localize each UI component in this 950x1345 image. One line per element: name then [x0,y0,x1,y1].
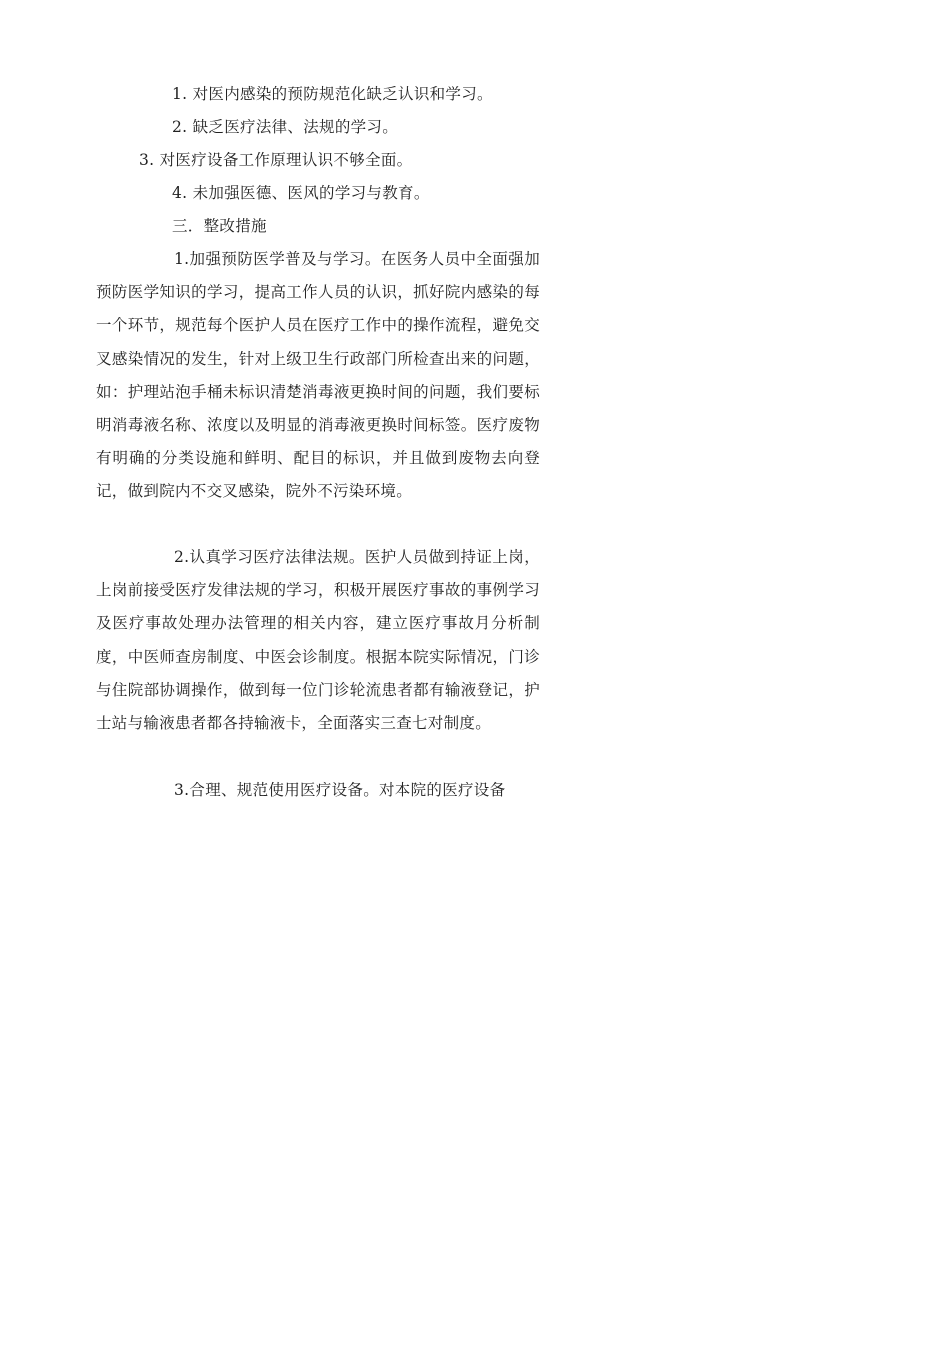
list-item-2: 2. 缺乏医疗法律、法规的学习。 [172,118,399,136]
list-item-4: 4. 未加强医德、医风的学习与教育。 [172,184,430,202]
paragraph-2 [96,541,540,740]
paragraph-2-text: 2.认真学习医疗法律法规。医护人员做到持证上岗，上岗前接受医疗发律法规的学习，积极开展医疗事故的事例学习及医疗事故处理办法管理的相关内容，建立医疗事故月分析制度，中医师查房制度、中医会诊制度。根据本院实际情况，门诊与住院部协调操作，做到每一位门诊轮流患者都有输液登记，护士站与输液患者都各持输液卡，全面落实三查七对制度。 [96,548,540,733]
section-heading: 三．整改措施 [172,217,267,235]
paragraph-1 [96,243,540,509]
paragraph-3-text: 3.合理、规范使用医疗设备。对本院的医疗设备 [174,781,506,799]
paragraph-3 [96,774,540,807]
paragraph-1-text: 1.加强预防医学普及与学习。在医务人员中全面强加预防医学知识的学习，提高工作人员的认识，抓好院内感染的每一个环节，规范每个医护人员在医疗工作中的操作流程，避免交叉感染情况的发生，针对上级卫生行政部门所检查出来的问题，如：护理站泡手桶未标识清楚消毒液更换时间的问题，我们要标明消毒液名称、浓度以及明显的消毒液更换时间标签。医疗废物有明确的分类设施和鲜明、配目的标识，并且做到废物去向登记，做到院内不交叉感染，院外不污染环境。 [96,250,540,501]
list-item-1: 1. 对医内感染的预防规范化缺乏认识和学习。 [172,85,493,103]
list-item-3: 3. 对医疗设备工作原理认识不够全面。 [139,151,413,169]
